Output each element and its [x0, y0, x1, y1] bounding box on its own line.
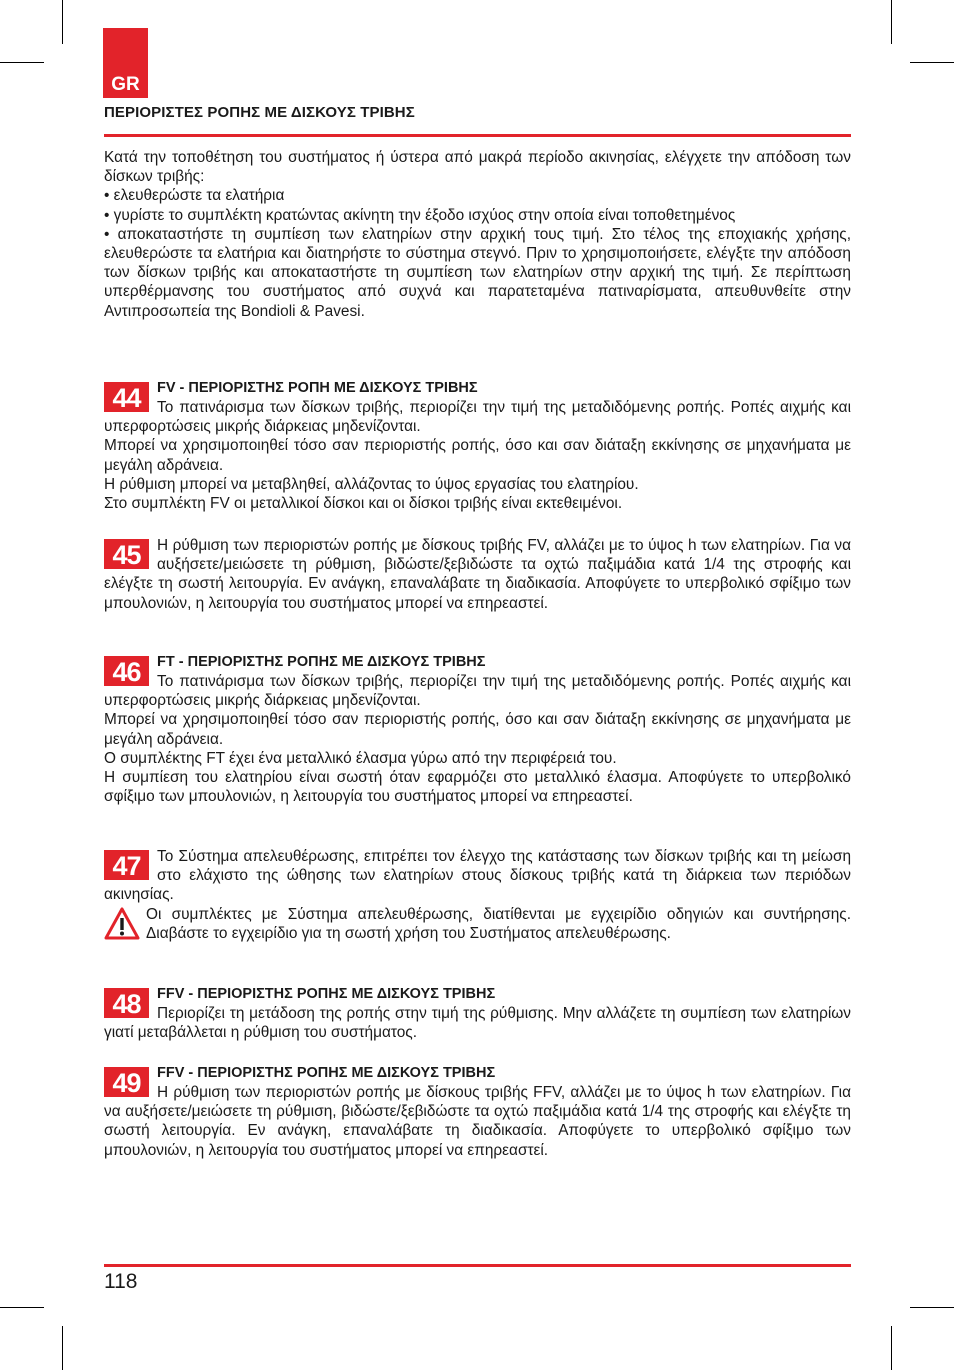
header-rule: [104, 134, 851, 137]
section-number-badge: 46: [104, 656, 149, 686]
section-49: [104, 1064, 851, 1160]
section-number-badge: 47: [104, 850, 149, 880]
intro-block: [104, 148, 851, 321]
language-label: GR: [111, 74, 140, 95]
crop-mark: [891, 0, 892, 44]
page-title: ΠΕΡΙΟΡΙΣΤΕΣ ΡΟΠΗΣ ΜΕ ΔΙΣΚΟΥΣ ΤΡΙΒΗΣ: [104, 104, 415, 121]
section-title: FV - ΠΕΡΙΟΡΙΣΤΗΣ ΡΟΠΗ ΜΕ ΔΙΣΚΟΥΣ ΤΡΙΒΗΣ: [157, 380, 478, 396]
section-44: [104, 379, 851, 513]
page-number: 118: [104, 1270, 138, 1293]
section-45: [104, 536, 851, 613]
language-tab: [103, 28, 148, 98]
section-number-badge: 45: [104, 539, 149, 569]
crop-mark: [62, 0, 63, 44]
warning-text: Οι συμπλέκτες με Σύστημα απελευθέρωσης, διατίθενται με εγχειρίδιο οδηγιών και συντήρησης. Διαβάστε το εγχειρίδιο για τη σωστή χρήση του Συστήματος απελευθέρωσης.: [146, 905, 851, 942]
section-line: Το πατινάρισμα των δίσκων τριβής, περιορίζει την τιμή της μεταδιδόμενης ροπής. Ροπές αιχμής και υπερφορτώσεις μικρής διάρκειας μηδενίζονται.: [104, 673, 851, 710]
section-line: Η ρύθμιση μπορεί να μεταβληθεί, αλλάζοντας το ύψος εργασίας του ελατηρίου.: [104, 475, 639, 493]
intro-bullet: • αποκαταστήστε τη συμπίεση των ελατηρίων στην αρχική τους τιμή. Στο τέλος της εποχιακής χρήσης, ελευθερώστε τα ελατήρια και διατηρήστε το σύστημα στεγνό. Πριν το χρησιμοποιήσετε, ελέγξτε την απόδοση των δίσκων τριβής και αποκαταστήστε τη συμπίεση των ελατηρίων στην αρχική της τιμή. Σε περίπτωση υπερθέρμανσης του συστήματος από συχνά και παρατεταμένα πατιναρίσματα, απευθυνθείτε στην Αντιπροσωπεία της Bondioli & Pavesi.: [104, 225, 851, 320]
section-title: FFV - ΠΕΡΙΟΡΙΣΤΗΣ ΡΟΠΗΣ ΜΕ ΔΙΣΚΟΥΣ ΤΡΙΒΗΣ: [157, 986, 496, 1002]
section-number-badge: 44: [104, 382, 149, 412]
section-text: Η ρύθμιση των περιοριστών ροπής με δίσκους τριβής FV, αλλάζει με το ύψος h των ελατηρίων. Για να αυξήσετε/μειώσετε τη ρύθμιση, βιδώστε/ξεβιδώστε τα οχτώ παξιμάδια κατά 1/4 της στροφής και ελέγξτε τη σωστή λειτουργία. Εν ανάγκη, επαναλάβατε τη διαδικασία. Αποφύγετε το υπερβολικό σφίξιμο των μπουλονιών, η λειτουργία του συστήματος μπορεί να επηρεαστεί.: [104, 537, 851, 612]
section-line: Μπορεί να χρησιμοποιηθεί τόσο σαν περιοριστής ροπής, όσο και σαν διάταξη εκκίνησης σε μηχανήματα με μεγάλη αδράνεια.: [104, 437, 851, 474]
section-number-badge: 49: [104, 1067, 149, 1097]
footer-rule: [104, 1264, 851, 1267]
section-text: Το Σύστημα απελευθέρωσης, επιτρέπει τον έλεγχο της κατάστασης των δίσκων τριβής και τη μείωση στο ελάχιστο της ώθησης των ελατηρίων στους δίσκους τριβής κατά τη διάρκεια των περιόδων ακινησίας.: [104, 848, 851, 904]
crop-mark: [62, 1326, 63, 1370]
crop-mark: [0, 1307, 44, 1308]
section-line: Ο συμπλέκτης FT έχει ένα μεταλλικό έλασμα γύρω από την περιφέρειά του.: [104, 749, 617, 767]
crop-mark: [891, 1326, 892, 1370]
section-line: Στο συμπλέκτη FV οι μεταλλικοί δίσκοι και οι δίσκοι τριβής είναι εκτεθειμένοι.: [104, 495, 623, 513]
intro-bullet: • γυρίστε το συμπλέκτη κρατώντας ακίνητη την έξοδο ισχύος στην οποία είναι τοποθετημένος: [104, 206, 736, 224]
crop-mark: [0, 62, 44, 63]
section-text: Η ρύθμιση των περιοριστών ροπής με δίσκους τριβής FFV, αλλάζει με το ύψος h των ελατηρίων. Για να αυξήσετε/μειώσετε τη ρύθμιση, βιδώστε/ξεβιδώστε τα οχτώ παξιμάδια κατά 1/4 της στροφής και ελέγξτε τη σωστή λειτουργία. Εν ανάγκη, επαναλάβατε τη διαδικασία. Αποφύγετε το υπερβολικό σφίξιμο των μπουλονιών, η λειτουργία του συστήματος μπορεί να επηρεαστεί.: [104, 1084, 851, 1159]
intro-bullet: • ελευθερώστε τα ελατήρια: [104, 187, 285, 205]
section-title: FT - ΠΕΡΙΟΡΙΣΤΗΣ ΡΟΠΗΣ ΜΕ ΔΙΣΚΟΥΣ ΤΡΙΒΗΣ: [157, 654, 486, 670]
warning-icon: [104, 907, 140, 941]
section-text: Περιορίζει τη μετάδοση της ροπής στην τιμή της ρύθμισης. Μην αλλάζετε τη συμπίεση των ελατηρίων γιατί μεταβάλλεται η ρύθμιση του συστήματος.: [104, 1005, 851, 1042]
section-line: Το πατινάρισμα των δίσκων τριβής, περιορίζει την τιμή της μεταδιδόμενης ροπής. Ροπές αιχμής και υπερφορτώσεις μικρής διάρκειας μηδενίζονται.: [104, 399, 851, 436]
section-line: Μπορεί να χρησιμοποιηθεί τόσο σαν περιοριστής ροπής, όσο και σαν διάταξη εκκίνησης σε μηχανήματα με μεγάλη αδράνεια.: [104, 711, 851, 748]
crop-mark: [910, 62, 954, 63]
section-48: [104, 985, 851, 1042]
section-title: FFV - ΠΕΡΙΟΡΙΣΤΗΣ ΡΟΠΗΣ ΜΕ ΔΙΣΚΟΥΣ ΤΡΙΒΗΣ: [157, 1065, 496, 1081]
section-line: Η συμπίεση του ελατηρίου είναι σωστή όταν εφαρμόζει στο μεταλλικό έλασμα. Αποφύγετε το υπερβολικό σφίξιμο των μπουλονιών, η λειτουργία του συστήματος μπορεί να επηρεαστεί.: [104, 769, 851, 806]
section-47: [104, 847, 851, 943]
crop-mark: [910, 1307, 954, 1308]
intro-paragraph: Κατά την τοποθέτηση του συστήματος ή ύστερα από μακρά περίοδο ακινησίας, ελέγχετε την απόδοση των δίσκων τριβής:: [104, 149, 851, 186]
section-number-badge: 48: [104, 988, 149, 1018]
section-46: [104, 653, 851, 806]
